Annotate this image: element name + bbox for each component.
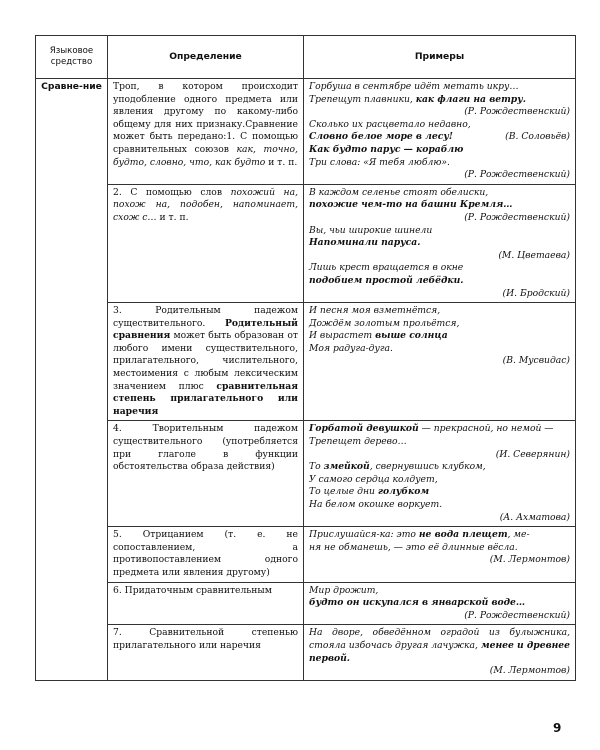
example-source: (Р. Рождественский) (464, 609, 570, 621)
text-run: Трепещет дерево… (309, 436, 407, 448)
italic-text: похожий на, похож на, подобен, напоминает, схож с… (113, 186, 298, 223)
example-source: (В. Соловьёв) (505, 131, 570, 143)
example-line (309, 131, 570, 144)
example-source: (М. Цветаева) (498, 249, 570, 261)
header-examples: Примеры (304, 36, 576, 79)
example-line (309, 275, 570, 288)
example-line (309, 318, 570, 331)
header-device: Языковое средство (36, 36, 108, 79)
table-row (36, 582, 576, 625)
example-line (309, 461, 570, 474)
italic-text: как, точно, будто, словно, что, как будто (113, 143, 298, 168)
text-run: 2. С помощью слов (113, 186, 231, 198)
text-run: Мир дрожит, (309, 584, 379, 596)
bold-text: будто он искупался в январской воде… (309, 597, 526, 609)
example-line (309, 542, 570, 555)
page-number: 9 (553, 721, 562, 735)
example-line (309, 187, 570, 200)
example-source (309, 355, 570, 368)
table-row (36, 303, 576, 421)
definition-text (113, 305, 298, 418)
definition-text (113, 423, 298, 473)
text-run: Моя радуга-дуга. (309, 342, 393, 354)
text-run: Трепещут плавники, (309, 93, 416, 105)
examples-cell (304, 582, 576, 625)
example-source (309, 554, 570, 567)
examples-cell (304, 79, 576, 185)
example-line (309, 474, 570, 487)
example-line (309, 529, 570, 542)
bold-text: голубком (377, 486, 430, 498)
example-line (309, 436, 570, 449)
example-line (309, 199, 570, 212)
definition-cell (108, 625, 304, 680)
text-run: Сравнение может быть передано: (113, 118, 298, 143)
device-cell: Сравне-ние (36, 79, 108, 681)
text-run: — прекрасной, но немой — (418, 423, 554, 435)
header-definition: Определение (108, 36, 304, 79)
definition-text (113, 529, 298, 579)
example-line (309, 237, 570, 250)
example-line (309, 585, 570, 598)
text-run: То целые дни (309, 486, 378, 498)
example-line (309, 305, 570, 318)
bold-text: выше солнца (375, 330, 448, 342)
definition-text (113, 627, 298, 652)
text-run: 5. Отрицанием (т. е. не сопоставлением, а противопоставлением одного предмета или явления другому) (113, 529, 298, 578)
bold-text: подобием простой лебёдки. (309, 274, 464, 286)
examples-cell (304, 184, 576, 302)
text-run: Горбуша в сентябре идёт метать икру… (309, 81, 519, 92)
text-run: На дворе, обведённом оградой из булыжника, стояла избочась другая лачужка, (309, 627, 570, 651)
text-run: Сколько их расцветало недавно, (309, 118, 471, 130)
example-source (309, 106, 570, 119)
bold-text: Горбатой девушкой (309, 423, 419, 435)
text-run: Дождём золотым прольётся, (309, 317, 460, 329)
table-row (36, 527, 576, 582)
text-run: 4. Творительным падежом существительного (употребляется при глаголе в функции обстоятельства образа действия) (113, 423, 298, 473)
example-line (309, 486, 570, 499)
bold-text: похожие чем-то на башни Кремля… (309, 199, 513, 211)
example-line (309, 144, 570, 157)
example-line (309, 423, 570, 436)
text-run: У самого сердца колдует, (309, 473, 438, 485)
text-run: 1. С помощью сравнительных союзов (113, 131, 299, 155)
bold-text: Напоминали паруса. (309, 237, 421, 249)
example-source: (Р. Рождественский) (464, 169, 570, 181)
bold-text: как флаги на ветру. (415, 93, 526, 105)
text-run: И вырастет (309, 330, 376, 342)
example-source: (М. Лермонтов) (489, 665, 570, 677)
bold-text: менее и древнее первой. (309, 639, 570, 664)
example-line (309, 157, 570, 170)
text-run: Лишь крест вращается в окне (309, 262, 464, 274)
text-run: Троп, в котором происходит уподобление одного предмета или явления другому по какому-либо общему для них признаку. (113, 81, 298, 130)
example-source (309, 665, 570, 678)
bold-text: змейкой (323, 461, 370, 473)
examples-cell (304, 303, 576, 421)
text-run: И песня моя взметнётся, (309, 305, 441, 317)
bold-text: сравнительная степень прилагательного или наречия (113, 380, 298, 417)
definition-cell (108, 184, 304, 302)
definition-cell (108, 303, 304, 421)
table-row (36, 184, 576, 302)
example-line (309, 225, 570, 238)
text-run: и т. п. (156, 211, 189, 223)
text-run: , ме- (507, 529, 530, 541)
example-line (309, 119, 570, 132)
bold-text: Словно белое море в лесу! (309, 131, 453, 143)
example-source (309, 212, 570, 225)
text-run: ня не обманешь, — это её длинные вёсла. (309, 541, 518, 553)
table-row (36, 79, 576, 185)
example-line (309, 499, 570, 512)
examples-cell (304, 421, 576, 527)
example-source: (А. Ахматова) (499, 511, 570, 523)
example-line (309, 81, 570, 94)
example-line (309, 262, 570, 275)
text-run: На белом окошке воркует. (309, 499, 443, 510)
text-run: 6. Придаточным сравнительным (113, 584, 272, 596)
text-run: 7. Сравнительной степенью прилагательного или наречия (113, 627, 298, 651)
bold-text: не вода плещет (418, 529, 508, 541)
examples-cell (304, 527, 576, 582)
definition-text (113, 81, 298, 169)
text-run: Прислушайся-ка: это (309, 529, 419, 541)
text-run: Вы, чьи широкие шинели (309, 224, 433, 236)
example-source (309, 288, 570, 301)
table-row (36, 625, 576, 680)
text-run: 3. Родительным падежом существительного. (113, 305, 298, 329)
definition-text (113, 187, 298, 225)
example-source: (И. Бродский) (502, 287, 570, 299)
text-run: Три слова: «Я тебя люблю». (309, 156, 450, 168)
bold-text: Как будто парус — кораблю (309, 143, 464, 155)
table-row (36, 421, 576, 527)
definition-text (113, 585, 298, 598)
example-source (309, 250, 570, 263)
text-run: В каждом селенье стоят обелиски, (309, 186, 489, 198)
example-line (309, 597, 570, 610)
definition-cell (108, 527, 304, 582)
example-source (309, 449, 570, 462)
bold-text: Родительный сравнения (113, 317, 298, 342)
example-source (309, 610, 570, 623)
definition-cell (108, 582, 304, 625)
text-run: То (309, 461, 324, 473)
comparison-table (35, 35, 576, 681)
definition-cell (108, 79, 304, 185)
example-source: (Р. Рождественский) (464, 211, 570, 223)
example-line (309, 94, 570, 107)
example-source (309, 512, 570, 525)
example-source: (Р. Рождественский) (464, 106, 570, 118)
examples-cell (304, 625, 576, 680)
text-run: , свернувшись клубком, (369, 461, 486, 473)
example-line (309, 627, 570, 665)
example-source: (М. Лермонтов) (489, 554, 570, 566)
text-run: и т. п. (265, 156, 298, 168)
example-source: (И. Северянин) (495, 448, 570, 460)
example-source (309, 169, 570, 182)
text-run: может быть образован от любого имени существительного, прилагательного, числительного, местоимения с любым лексическим значением плюс (113, 330, 298, 392)
example-line (309, 330, 570, 343)
example-line (309, 343, 570, 356)
definition-cell (108, 421, 304, 527)
example-source: (В. Мусвидас) (502, 355, 570, 367)
table-header-row (36, 36, 576, 79)
